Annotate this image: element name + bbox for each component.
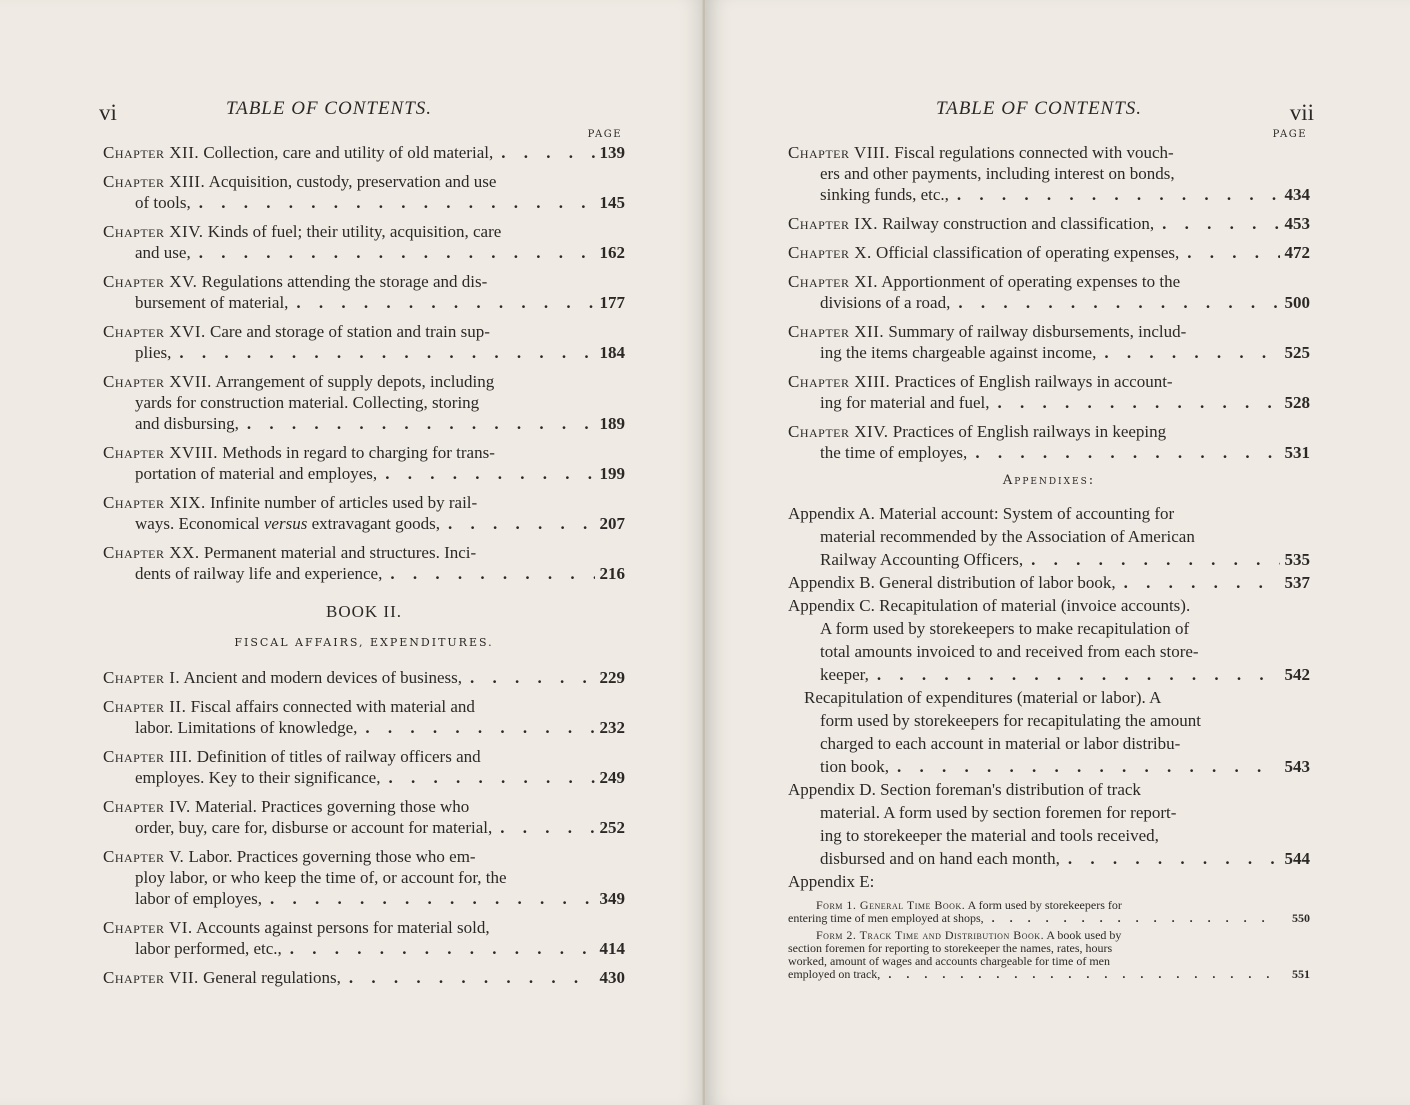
chapter-title: Infinite number of articles used by rail- bbox=[209, 493, 478, 512]
chapter-title: Practices of English railways in account- bbox=[894, 372, 1173, 391]
chapter-title-end: and use, bbox=[135, 243, 191, 262]
leader-dots bbox=[1116, 571, 1280, 594]
form-2: Form 2. Track Time and Distribution Book. A book used by section foremen for reporting to storekeeper the names, rates, hours worked, amount of wages and accounts chargeable for time of men employed on track, . . . 551 bbox=[788, 929, 1310, 981]
toc-entries bbox=[103, 142, 625, 996]
page-ref: 550 bbox=[1292, 911, 1310, 925]
leader-dots bbox=[950, 292, 1280, 313]
chapter-label: Chapter XI. bbox=[788, 272, 878, 291]
toc-entry bbox=[788, 271, 1310, 313]
chapter-label: Chapter XV. bbox=[103, 272, 198, 291]
page-ref: 162 bbox=[599, 243, 625, 262]
toc-entry bbox=[103, 917, 625, 959]
book-subtitle: FISCAL AFFAIRS, EXPENDITURES. bbox=[234, 636, 494, 649]
leader-dots bbox=[380, 767, 595, 788]
chapter-title-end: and disbursing, bbox=[135, 414, 239, 433]
chapter-label: Chapter XIV. bbox=[103, 222, 204, 241]
toc-entry bbox=[788, 213, 1310, 234]
page-ref: 229 bbox=[599, 668, 625, 687]
chapter-title-end: labor. Limitations of knowledge, bbox=[135, 718, 358, 737]
page-ref: 232 bbox=[599, 718, 625, 737]
appendix-a: Appendix A. Material account: System of accounting for material recommended by the Association of American Railway Accounting Officers, . . . 535 bbox=[788, 502, 1310, 571]
chapter-title-end: sinking funds, etc., bbox=[820, 185, 949, 204]
toc-entry bbox=[788, 421, 1310, 463]
chapter-label: Chapter XIX. bbox=[103, 493, 206, 512]
chapter-label: Chapter IV. bbox=[103, 797, 191, 816]
chapter-title-end: dents of railway life and experience, bbox=[135, 564, 383, 583]
appendix-e: Appendix E: bbox=[788, 872, 875, 891]
toc-entry bbox=[103, 442, 625, 484]
toc-entry bbox=[103, 271, 625, 313]
toc-entry bbox=[788, 142, 1310, 205]
leader-dots bbox=[1154, 213, 1280, 234]
chapter-label: Chapter XVII. bbox=[103, 372, 212, 391]
chapter-title-end: plies, bbox=[135, 343, 172, 362]
toc-entry bbox=[788, 321, 1310, 363]
toc-entry bbox=[103, 371, 625, 434]
page-ref: 430 bbox=[599, 968, 625, 987]
leader-dots bbox=[880, 968, 1280, 981]
page-ref: 414 bbox=[599, 939, 625, 958]
appendix-d: Appendix D. Section foreman's distribution of track material. A form used by section foremen for report- ing to storekeeper the material and tools received, disbursed and on hand each month, . . . 544 bbox=[788, 778, 1310, 870]
chapter-title: General regulations, bbox=[203, 968, 341, 987]
chapter-title: Care and storage of station and train sup- bbox=[209, 322, 490, 341]
leader-dots bbox=[889, 755, 1280, 778]
chapter-title-end: ways. Economical versus extravagant goods, bbox=[135, 514, 440, 533]
chapter-title-end: of tools, bbox=[135, 193, 191, 212]
toc-entry bbox=[788, 242, 1310, 263]
leader-dots bbox=[1023, 548, 1280, 571]
chapter-title: Ancient and modern devices of business, bbox=[183, 668, 463, 687]
leader-dots bbox=[462, 667, 595, 688]
leader-dots bbox=[949, 184, 1280, 205]
chapter-label: Chapter III. bbox=[103, 747, 193, 766]
chapter-title-end: the time of employes, bbox=[820, 443, 968, 462]
page-ref: 216 bbox=[599, 564, 625, 583]
toc-entry bbox=[103, 796, 625, 838]
leader-dots bbox=[869, 663, 1280, 686]
book-gutter bbox=[702, 0, 706, 1105]
toc-entry bbox=[103, 846, 625, 909]
chapter-label: Chapter II. bbox=[103, 697, 187, 716]
leader-dots bbox=[1060, 847, 1280, 870]
chapter-title: Fiscal regulations connected with vouch- bbox=[894, 143, 1174, 162]
chapter-title-end: divisions of a road, bbox=[820, 293, 951, 312]
book-title: BOOK II. bbox=[326, 602, 402, 621]
chapter-label: Chapter XIII. bbox=[103, 172, 206, 191]
chapter-title: Collection, care and utility of old material, bbox=[203, 143, 494, 162]
chapter-label: Chapter VI. bbox=[103, 918, 193, 937]
chapter-title: Definition of titles of railway officers and bbox=[196, 747, 481, 766]
leader-dots bbox=[171, 342, 595, 363]
toc-entry bbox=[788, 371, 1310, 413]
chapter-title-end: labor performed, etc., bbox=[135, 939, 282, 958]
toc-entry bbox=[103, 321, 625, 363]
chapter-title: Railway construction and classification, bbox=[882, 214, 1155, 233]
chapter-title: Methods in regard to charging for trans- bbox=[222, 443, 495, 462]
page-column-label: PAGE bbox=[1272, 129, 1307, 140]
chapter-label: Chapter VII. bbox=[103, 968, 199, 987]
toc-entry bbox=[103, 746, 625, 788]
toc-entry bbox=[103, 967, 625, 988]
page-ref: 537 bbox=[1284, 573, 1310, 592]
chapter-title: Official classification of operating expenses, bbox=[876, 243, 1180, 262]
chapter-title: Regulations attending the storage and dis- bbox=[201, 272, 488, 291]
page-ref: 349 bbox=[599, 889, 625, 908]
chapter-title-end: ing the items chargeable against income, bbox=[820, 343, 1097, 362]
leader-dots bbox=[989, 392, 1280, 413]
page-ref: 434 bbox=[1284, 185, 1310, 204]
chapter-title: Material. Practices governing those who bbox=[195, 797, 470, 816]
page-ref: 528 bbox=[1284, 393, 1310, 412]
toc-entry bbox=[103, 171, 625, 213]
page-ref: 472 bbox=[1284, 243, 1310, 262]
toc-entry bbox=[103, 667, 625, 688]
chapter-title-end: labor of employes, bbox=[135, 889, 262, 908]
chapter-title: Permanent material and structures. Inci- bbox=[203, 543, 477, 562]
leader-dots bbox=[967, 442, 1280, 463]
leader-dots bbox=[377, 463, 595, 484]
chapter-label: Chapter XII. bbox=[103, 143, 200, 162]
chapter-label: Chapter XX. bbox=[103, 543, 200, 562]
chapter-label: Chapter XIV. bbox=[788, 422, 889, 441]
leader-dots bbox=[288, 292, 595, 313]
page-ref: 500 bbox=[1284, 293, 1310, 312]
chapter-title-continued: yards for construction material. Collecting, storing bbox=[135, 393, 480, 412]
toc-entry bbox=[103, 492, 625, 534]
leader-dots bbox=[262, 888, 595, 909]
page-ref: 535 bbox=[1284, 550, 1310, 569]
toc-entry bbox=[103, 696, 625, 738]
leader-dots bbox=[191, 242, 595, 263]
page-ref: 252 bbox=[599, 818, 625, 837]
leader-dots bbox=[239, 413, 595, 434]
chapter-label: Chapter V. bbox=[103, 847, 185, 866]
chapter-label: Chapter IX. bbox=[788, 214, 878, 233]
appendixes-heading: Appendixes: bbox=[1002, 473, 1096, 488]
page-ref: 543 bbox=[1284, 757, 1310, 776]
page-ref: 207 bbox=[599, 514, 625, 533]
chapter-title: Kinds of fuel; their utility, acquisition, care bbox=[207, 222, 502, 241]
leader-dots bbox=[440, 513, 595, 534]
chapter-title-end: employes. Key to their significance, bbox=[135, 768, 381, 787]
appendix-c: Appendix C. Recapitulation of material (invoice accounts). A form used by storekeepers to make recapitulation of total amounts invoiced to and received from each store- keeper, . . . 542 bbox=[788, 594, 1310, 686]
leader-dots bbox=[341, 967, 595, 988]
leader-dots bbox=[282, 938, 595, 959]
chapter-label: Chapter X. bbox=[788, 243, 872, 262]
page-number: vi bbox=[99, 100, 117, 125]
leader-dots bbox=[1096, 342, 1280, 363]
toc-entry bbox=[103, 142, 625, 163]
chapter-label: Chapter I. bbox=[103, 668, 181, 687]
toc-list-chapters bbox=[788, 142, 1310, 463]
page-ref: 551 bbox=[1292, 967, 1310, 981]
chapter-title-continued: ploy labor, or who keep the time of, or account for, the bbox=[135, 868, 507, 887]
chapter-title: Accounts against persons for material sold, bbox=[195, 918, 490, 937]
page-ref: 453 bbox=[1284, 214, 1310, 233]
chapter-title-continued: ers and other payments, including interest on bonds, bbox=[820, 164, 1175, 183]
chapter-title: Labor. Practices governing those who em- bbox=[188, 847, 476, 866]
left-page-header bbox=[99, 98, 625, 128]
running-title: TABLE OF CONTENTS. bbox=[935, 98, 1143, 119]
leader-dots bbox=[984, 912, 1280, 925]
page-ref: 249 bbox=[599, 768, 625, 787]
chapter-title: Acquisition, custody, preservation and use bbox=[208, 172, 497, 191]
page-ref: 199 bbox=[599, 464, 625, 483]
chapter-title: Practices of English railways in keeping bbox=[892, 422, 1167, 441]
leader-dots bbox=[191, 192, 595, 213]
page-ref: 145 bbox=[599, 193, 625, 212]
chapter-title: Arrangement of supply depots, including bbox=[215, 372, 495, 391]
page-ref: 184 bbox=[599, 343, 625, 362]
leader-dots bbox=[493, 142, 595, 163]
page-column-label: PAGE bbox=[587, 129, 622, 140]
leader-dots bbox=[492, 817, 595, 838]
page-ref: 531 bbox=[1284, 443, 1310, 462]
chapter-title-end: portation of material and employes, bbox=[135, 464, 378, 483]
page-ref: 542 bbox=[1284, 665, 1310, 684]
page-ref: 525 bbox=[1284, 343, 1310, 362]
running-title: TABLE OF CONTENTS. bbox=[225, 98, 433, 119]
leader-dots bbox=[357, 717, 595, 738]
page-ref: 177 bbox=[599, 293, 625, 312]
appendix-b: Appendix B. General distribution of labor book, . . . 537 bbox=[788, 571, 1310, 594]
chapter-title-end: ing for material and fuel, bbox=[820, 393, 990, 412]
appendix-c-recapitulation: Recapitulation of expenditures (material or labor). A form used by storekeepers for recapitulating the amount charged to each account in material or labor distribu- tion book, . . . 543 bbox=[788, 686, 1310, 778]
toc-entries bbox=[788, 142, 1310, 985]
chapter-title: Apportionment of operating expenses to the bbox=[881, 272, 1181, 291]
chapter-label: Chapter XIII. bbox=[788, 372, 891, 391]
chapter-label: Chapter VIII. bbox=[788, 143, 890, 162]
toc-list-book-one bbox=[103, 142, 625, 584]
chapter-title-end: order, buy, care for, disburse or account for material, bbox=[135, 818, 493, 837]
chapter-label: Chapter XVI. bbox=[103, 322, 206, 341]
page-ref: 544 bbox=[1284, 849, 1310, 868]
toc-entry bbox=[103, 542, 625, 584]
leader-dots bbox=[1179, 242, 1280, 263]
page-ref: 189 bbox=[599, 414, 625, 433]
toc-list-book-two bbox=[103, 667, 625, 988]
toc-entry bbox=[103, 221, 625, 263]
form-1: Form 1. General Time Book. A form used by storekeepers for entering time of men employed at shops, . . . 550 bbox=[788, 899, 1310, 925]
page-number: vii bbox=[1289, 100, 1314, 125]
chapter-label: Chapter XVIII. bbox=[103, 443, 219, 462]
page-ref: 139 bbox=[599, 143, 625, 162]
chapter-title-end: bursement of material, bbox=[135, 293, 289, 312]
chapter-title: Fiscal affairs connected with material and bbox=[190, 697, 475, 716]
chapter-title: Summary of railway disbursements, includ- bbox=[888, 322, 1187, 341]
right-page-header bbox=[788, 98, 1314, 128]
chapter-label: Chapter XII. bbox=[788, 322, 885, 341]
leader-dots bbox=[382, 563, 595, 584]
